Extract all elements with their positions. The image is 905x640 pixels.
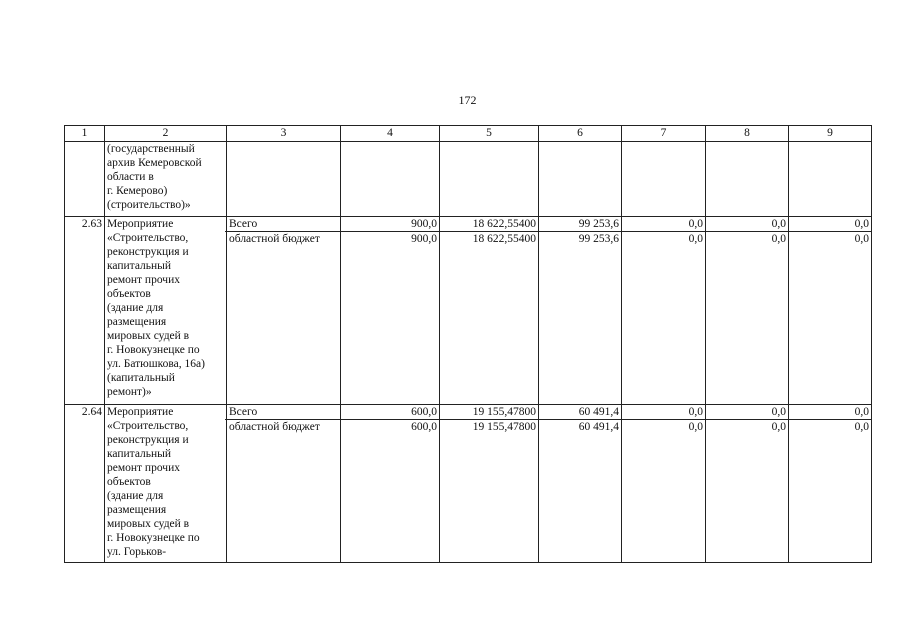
value-cell <box>789 405 872 563</box>
event-name-line: г. Кемерово) <box>107 185 168 197</box>
value-regional: 0,0 <box>622 231 705 246</box>
column-header: 3 <box>227 126 341 142</box>
event-name-line: Мероприятие <box>107 406 174 418</box>
value-cell <box>341 217 440 405</box>
value-total: 60 491,4 <box>578 406 619 418</box>
event-name-line: ремонт прочих <box>107 274 180 286</box>
funding-source-regional: областной бюджет <box>225 419 340 434</box>
event-name-line: реконструкция и <box>107 246 189 258</box>
value-total: 99 253,6 <box>578 218 619 230</box>
column-header: 2 <box>105 126 227 142</box>
value-total: 0,0 <box>688 406 703 418</box>
event-name-line: объектов <box>107 476 151 488</box>
value-regional: 0,0 <box>789 419 871 434</box>
value-cell <box>706 405 789 563</box>
value-regional: 0,0 <box>789 231 871 246</box>
funding-source-total: Всего <box>229 406 258 418</box>
event-name-line: области в <box>107 171 154 183</box>
funding-source-cell <box>227 142 341 217</box>
event-name-line: Мероприятие <box>107 218 174 230</box>
value-cell <box>440 217 539 405</box>
event-name-line: ремонт)» <box>107 386 152 398</box>
value-total: 0,0 <box>854 218 869 230</box>
budget-table <box>64 125 872 563</box>
event-name-line: размещения <box>107 504 167 516</box>
funding-source-cell <box>227 405 341 563</box>
event-name-line: «Строительство, <box>107 420 189 432</box>
value-cell <box>789 142 872 217</box>
event-name-line: (капитальный <box>107 372 175 384</box>
event-name-line: ул. Горьков- <box>107 546 167 558</box>
value-cell <box>622 217 706 405</box>
value-cell <box>440 142 539 217</box>
value-total: 900,0 <box>411 218 437 230</box>
event-name-cell <box>105 405 227 563</box>
value-regional: 99 253,6 <box>539 231 621 246</box>
value-cell <box>440 405 539 563</box>
event-name-line: реконструкция и <box>107 434 189 446</box>
value-total: 19 155,47800 <box>472 406 536 418</box>
value-regional: 60 491,4 <box>539 419 621 434</box>
funding-source-cell <box>227 217 341 405</box>
value-regional: 900,0 <box>341 231 439 246</box>
row-number-cell: 2.63 <box>65 217 105 405</box>
value-total: 0,0 <box>771 218 786 230</box>
column-header: 4 <box>341 126 440 142</box>
event-name-line: мировых судей в <box>107 518 190 530</box>
column-header: 7 <box>622 126 706 142</box>
value-cell <box>539 217 622 405</box>
column-header: 8 <box>706 126 789 142</box>
event-name-line: архив Кемеровской <box>107 157 202 169</box>
table-row <box>65 217 872 405</box>
table-row <box>65 405 872 563</box>
event-name-line: капитальный <box>107 448 172 460</box>
column-numbers-row <box>65 126 872 142</box>
value-cell <box>341 405 440 563</box>
value-cell <box>539 142 622 217</box>
column-header: 6 <box>539 126 622 142</box>
event-name-line: капитальный <box>107 260 172 272</box>
value-regional: 0,0 <box>622 419 705 434</box>
value-total: 0,0 <box>854 406 869 418</box>
value-regional: 19 155,47800 <box>440 419 538 434</box>
value-cell <box>789 217 872 405</box>
event-name-line: объектов <box>107 288 151 300</box>
event-name-line: (государственный <box>107 143 195 155</box>
row-number-cell: 2.64 <box>65 405 105 563</box>
value-total: 600,0 <box>411 406 437 418</box>
event-name-line: г. Новокузнецке по <box>107 344 200 356</box>
funding-source-total: Всего <box>229 218 258 230</box>
value-total: 0,0 <box>688 218 703 230</box>
event-name-line: ул. Батюшкова, 16а) <box>107 358 205 370</box>
column-header: 1 <box>65 126 105 142</box>
event-name-line: мировых судей в <box>107 330 190 342</box>
event-name-cell <box>105 142 227 217</box>
event-name-cell <box>105 217 227 405</box>
value-cell <box>622 142 706 217</box>
value-regional: 600,0 <box>341 419 439 434</box>
event-name-line: (здание для <box>107 490 164 502</box>
value-total: 0,0 <box>771 406 786 418</box>
value-cell <box>341 142 440 217</box>
value-cell <box>539 405 622 563</box>
value-cell <box>706 217 789 405</box>
event-name-line: размещения <box>107 316 167 328</box>
row-number-cell <box>65 142 105 217</box>
event-name-line: г. Новокузнецке по <box>107 532 200 544</box>
value-regional: 18 622,55400 <box>440 231 538 246</box>
value-cell <box>622 405 706 563</box>
table-row <box>65 142 872 217</box>
value-total: 18 622,55400 <box>472 218 536 230</box>
value-cell <box>706 142 789 217</box>
event-name-line: (строительство)» <box>107 199 191 211</box>
column-header: 9 <box>789 126 872 142</box>
column-header: 5 <box>440 126 539 142</box>
value-regional: 0,0 <box>706 419 788 434</box>
event-name-line: «Строительство, <box>107 232 189 244</box>
value-regional: 0,0 <box>706 231 788 246</box>
funding-source-regional: областной бюджет <box>225 231 340 246</box>
event-name-line: ремонт прочих <box>107 462 180 474</box>
page-number: 172 <box>458 93 477 107</box>
event-name-line: (здание для <box>107 302 164 314</box>
